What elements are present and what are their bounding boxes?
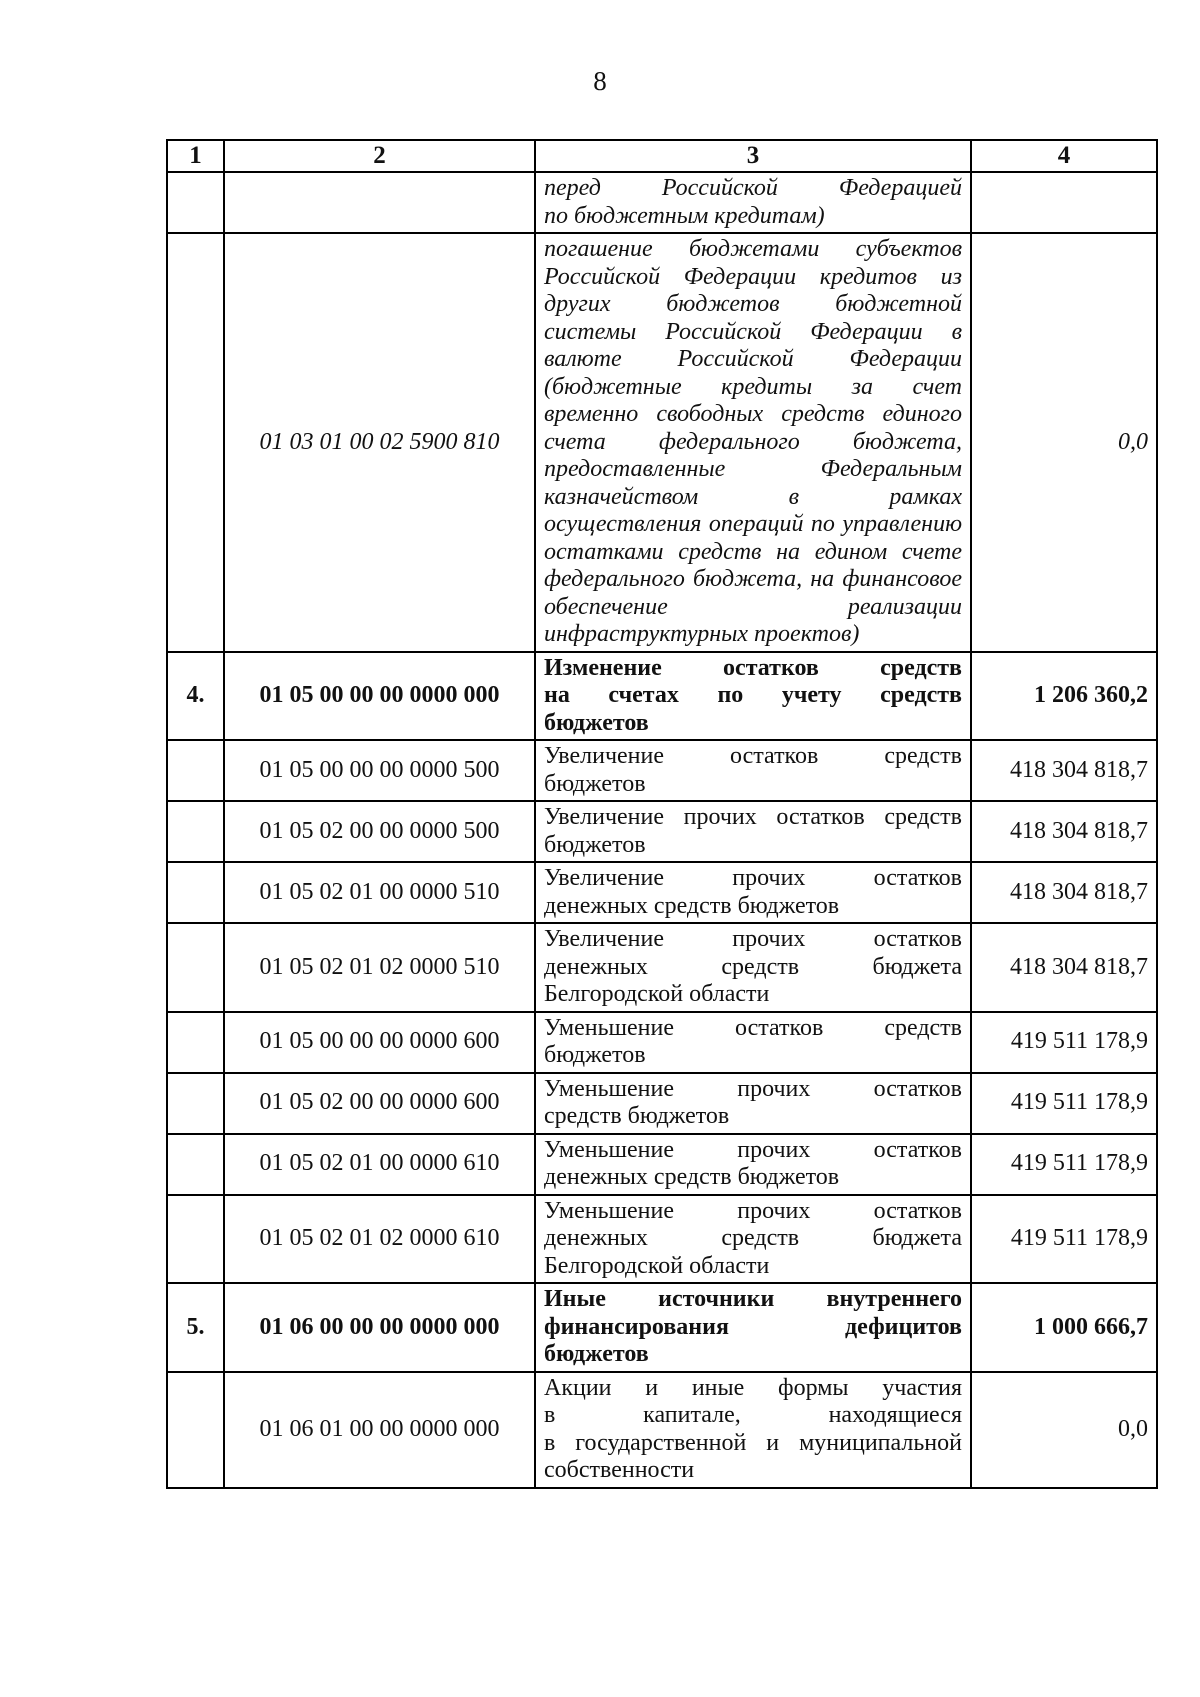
table-row — [167, 801, 1157, 862]
description-line: собственности — [544, 1457, 695, 1483]
description-line: (бюджетные кредиты за счет — [544, 373, 962, 400]
table-row — [167, 740, 1157, 801]
budget-code: 01 05 02 00 00 0000 600 — [224, 1073, 535, 1134]
source-description — [535, 1372, 971, 1488]
table-row — [167, 652, 1157, 741]
column-header: 1 — [167, 140, 224, 172]
row-number — [167, 1012, 224, 1073]
budget-code: 01 05 02 01 00 0000 510 — [224, 862, 535, 923]
description-line: федерального бюджета, на финансовое — [544, 566, 962, 592]
description-line: остатками средств на едином счете — [544, 538, 962, 565]
description-line: бюджетов — [544, 1042, 646, 1068]
row-number — [167, 1372, 224, 1488]
description-line: бюджетов — [544, 1341, 649, 1367]
budget-code: 01 05 00 00 00 0000 000 — [224, 652, 535, 741]
description-line: бюджетов — [544, 770, 646, 797]
source-description — [535, 1073, 971, 1134]
table-row — [167, 923, 1157, 1012]
source-description — [535, 801, 971, 862]
amount-value: 418 304 818,7 — [971, 801, 1157, 862]
table-row — [167, 1283, 1157, 1372]
description-line: в государственной и муниципальной — [544, 1429, 962, 1456]
amount-value: 0,0 — [971, 233, 1157, 652]
table-row — [167, 1073, 1157, 1134]
row-number — [167, 923, 224, 1012]
column-header: 4 — [971, 140, 1157, 172]
amount-value: 418 304 818,7 — [971, 862, 1157, 923]
description-line: валюте Российской Федерации — [544, 346, 962, 372]
source-description — [535, 862, 971, 923]
amount-value: 418 304 818,7 — [971, 740, 1157, 801]
table-row — [167, 1012, 1157, 1073]
budget-code: 01 05 00 00 00 0000 500 — [224, 740, 535, 801]
table-header-row — [167, 140, 1157, 172]
description-line: денежных средств бюджетов — [544, 1164, 840, 1190]
row-number: 5. — [167, 1283, 224, 1372]
amount-value: 418 304 818,7 — [971, 923, 1157, 1012]
table-row — [167, 172, 1157, 233]
source-description — [535, 1134, 971, 1195]
budget-sources-table — [166, 139, 1158, 1489]
source-description — [535, 1283, 971, 1372]
row-number — [167, 1073, 224, 1134]
description-line: Белгородской области — [544, 981, 770, 1007]
page-number: 8 — [593, 66, 607, 96]
source-description — [535, 923, 971, 1012]
description-line: Увеличение остатков средств — [544, 743, 962, 769]
budget-code: 01 06 00 00 00 0000 000 — [224, 1283, 535, 1372]
table-row — [167, 1134, 1157, 1195]
description-line: на счетах по учету средств — [544, 682, 962, 708]
budget-code: 01 06 01 00 00 0000 000 — [224, 1372, 535, 1488]
description-line: Белгородской области — [544, 1252, 770, 1279]
description-line: Уменьшение остатков средств — [544, 1014, 962, 1041]
source-description — [535, 652, 971, 741]
description-line: Российской Федерации кредитов из — [544, 263, 962, 290]
budget-code: 01 05 02 01 00 0000 610 — [224, 1134, 535, 1195]
amount-value: 419 511 178,9 — [971, 1073, 1157, 1134]
description-line: по бюджетным кредитам) — [544, 202, 825, 229]
source-description — [535, 740, 971, 801]
source-description — [535, 1195, 971, 1284]
budget-code: 01 05 02 01 02 0000 610 — [224, 1195, 535, 1284]
description-line: инфраструктурных проектов) — [544, 621, 860, 647]
description-line: Изменение остатков средств — [544, 654, 962, 681]
table-row — [167, 233, 1157, 652]
row-number — [167, 1195, 224, 1284]
row-number — [167, 801, 224, 862]
description-line: Акции и иные формы участия — [544, 1374, 962, 1401]
source-description — [535, 233, 971, 652]
budget-code: 01 05 02 00 00 0000 500 — [224, 801, 535, 862]
row-number — [167, 862, 224, 923]
description-line: Увеличение прочих остатков средств — [544, 804, 962, 830]
description-line: погашение бюджетами субъектов — [544, 236, 962, 262]
amount-value: 0,0 — [971, 1372, 1157, 1488]
description-line: денежных средств бюджетов — [544, 892, 840, 919]
description-line: Увеличение прочих остатков — [544, 926, 962, 952]
row-number — [167, 740, 224, 801]
description-line: перед Российской Федерацией — [544, 175, 962, 201]
description-line: Уменьшение прочих остатков — [544, 1075, 962, 1102]
amount-value — [971, 172, 1157, 233]
source-description — [535, 1012, 971, 1073]
description-line: средств бюджетов — [544, 1103, 730, 1129]
table-row — [167, 862, 1157, 923]
description-line: казначейством в рамках — [544, 483, 962, 510]
description-line: денежных средств бюджета — [544, 953, 962, 980]
table-row — [167, 1372, 1157, 1488]
description-line: обеспечение реализации — [544, 593, 962, 620]
column-header: 3 — [535, 140, 971, 172]
row-number — [167, 172, 224, 233]
description-line: осуществления операций по управлению — [544, 511, 962, 537]
description-line: Уменьшение прочих остатков — [544, 1136, 962, 1163]
description-line: бюджетов — [544, 709, 649, 736]
description-line: денежных средств бюджета — [544, 1225, 962, 1251]
amount-value: 1 000 666,7 — [971, 1283, 1157, 1372]
description-line: в капитале, находящиеся — [544, 1402, 962, 1428]
description-line: Иные источники внутреннего — [544, 1286, 962, 1312]
row-number: 4. — [167, 652, 224, 741]
description-line: финансирования дефицитов — [544, 1313, 962, 1340]
description-line: предоставленные Федеральным — [544, 456, 962, 482]
description-line: Уменьшение прочих остатков — [544, 1197, 962, 1224]
source-description — [535, 172, 971, 233]
column-header: 2 — [224, 140, 535, 172]
description-line: системы Российской Федерации в — [544, 318, 962, 345]
description-line: других бюджетов бюджетной — [544, 291, 962, 317]
amount-value: 419 511 178,9 — [971, 1195, 1157, 1284]
amount-value: 419 511 178,9 — [971, 1134, 1157, 1195]
table-row — [167, 1195, 1157, 1284]
table-body — [167, 140, 1157, 1488]
description-line: бюджетов — [544, 831, 646, 858]
row-number — [167, 233, 224, 652]
row-number — [167, 1134, 224, 1195]
description-line: счета федерального бюджета, — [544, 428, 962, 455]
amount-value: 1 206 360,2 — [971, 652, 1157, 741]
budget-code: 01 05 00 00 00 0000 600 — [224, 1012, 535, 1073]
budget-code — [224, 172, 535, 233]
budget-code: 01 03 01 00 02 5900 810 — [224, 233, 535, 652]
amount-value: 419 511 178,9 — [971, 1012, 1157, 1073]
budget-code: 01 05 02 01 02 0000 510 — [224, 923, 535, 1012]
description-line: Увеличение прочих остатков — [544, 865, 962, 891]
description-line: временно свободных средств единого — [544, 401, 962, 427]
